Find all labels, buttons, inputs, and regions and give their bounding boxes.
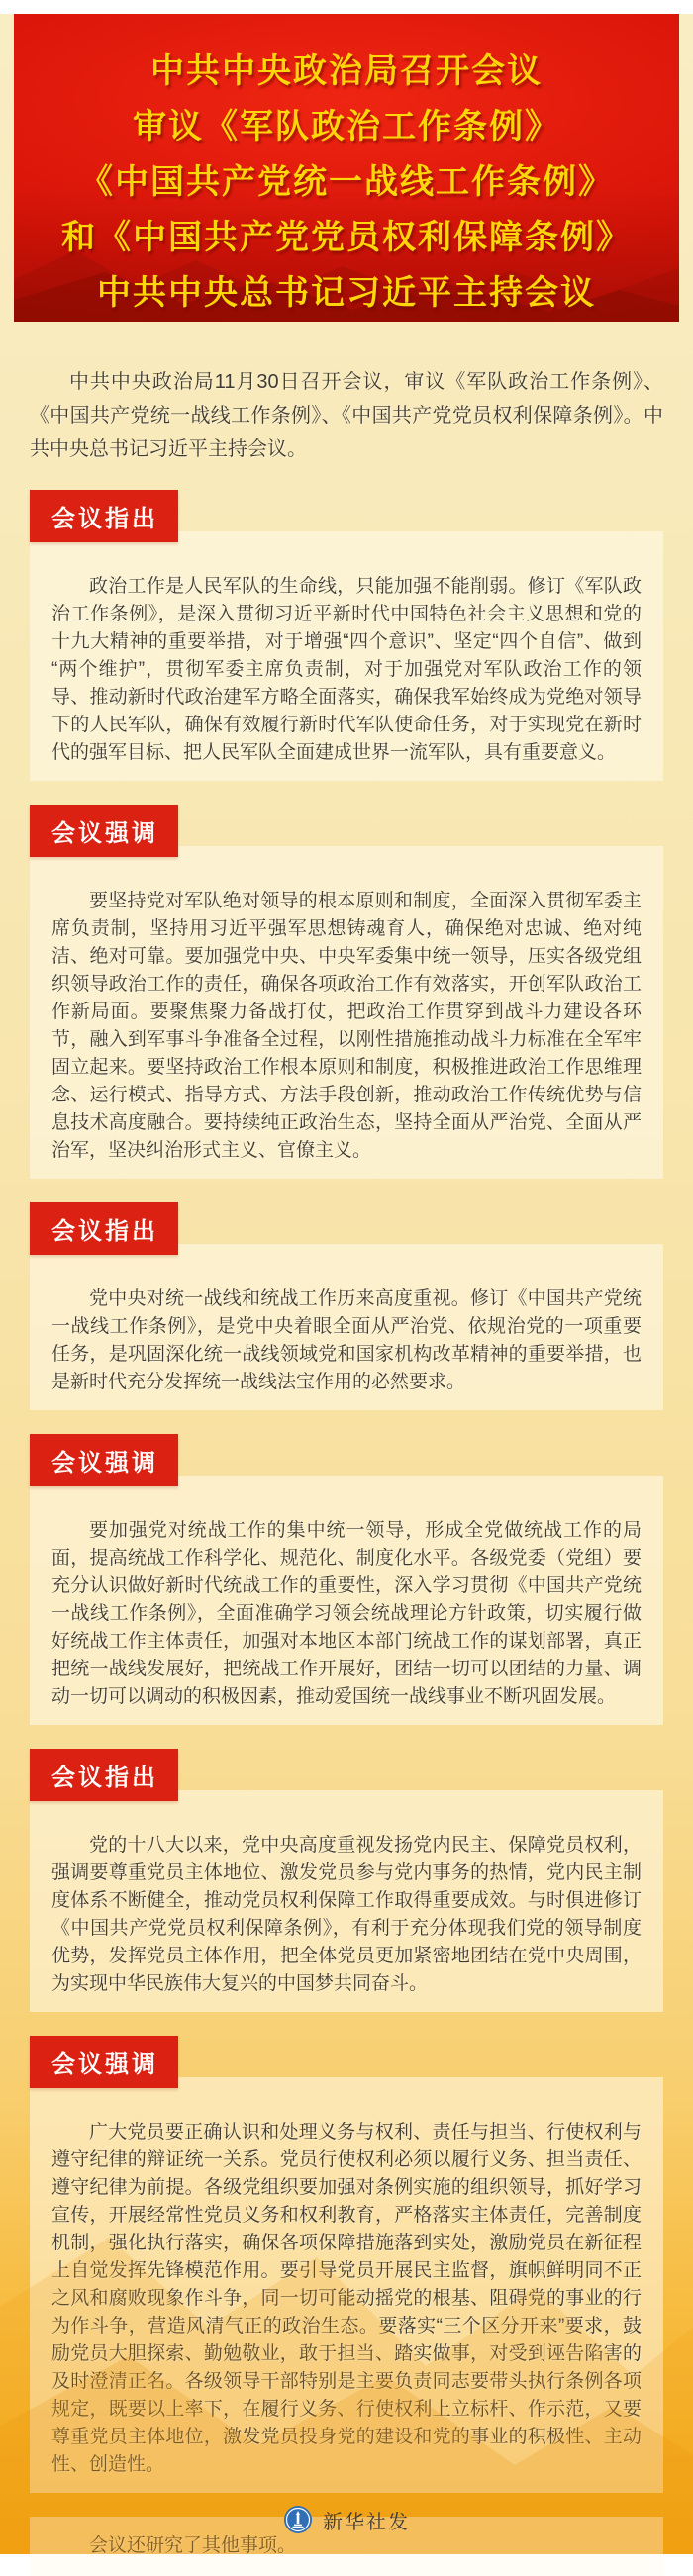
section-1-badge: 会议指出 <box>30 490 178 542</box>
section-2-panel <box>30 846 663 1179</box>
section-3-text: 党中央对统一战线和统战工作历来高度重视。修订《中国共产党统一战线工作条例》，是党中央着眼全面从严治党、依规治党的一项重要任务，是巩固深化统一战线领域党和国家机构改革精神的重要举措，也是新时代充分发挥统一战线法宝作用的必然要求。 <box>51 1288 642 1392</box>
section-5-panel <box>30 1790 663 2012</box>
section-4-text: 要加强党对统战工作的集中统一领导，形成全党做统战工作的局面，提高统战工作科学化、规范化、制度化水平。各级党委（党组）要充分认识做好新时代统战工作的重要性，深入学习贯彻《中国共产党统一战线工作条例》，全面准确学习领会统战理论方针政策，切实履行做好统战工作主体责任，加强对本地区本部门统战工作的谋划部署，真正把统一战线发展好，把统战工作开展好，团结一切可以团结的力量、调动一切可以调动的积极因素，推动爱国统一战线事业不断巩固发展。 <box>51 1520 642 1707</box>
intro-paragraph: 中共中央政治局11月30日召开会议，审议《军队政治工作条例》、《中国共产党统一战线工作条例》、《中国共产党党员权利保障条例》。中共中央总书记习近平主持会议。 <box>30 371 663 460</box>
section-5 <box>30 1749 663 2012</box>
section-1-panel <box>30 531 663 781</box>
section-4-badge: 会议强调 <box>30 1434 178 1486</box>
section-3 <box>30 1202 663 1410</box>
title-line-4: 和《中国共产党党员权利保障条例》 <box>61 219 632 256</box>
title-line-1: 中共中央政治局召开会议 <box>150 52 543 90</box>
section-6-panel <box>30 2077 663 2493</box>
section-2 <box>30 805 663 1179</box>
section-6-text: 广大党员要正确认识和处理义务与权利、责任与担当、行使权利与遵守纪律的辩证统一关系。党员行使权利必须以履行义务、担当责任、遵守纪律为前提。各级党组织要加强对条例实施的组织领导，抓好学习宣传，开展经常性党员义务和权利教育，严格落实主体责任，完善制度机制，强化执行落实，确保各项保障措施落到实处，激励党员在新征程上自觉发挥先锋模范作用。要引导党员开展民主监督，旗帜鲜明同不正之风和腐败现象作斗争，同一切可能动摇党的根基、阻碍党的事业的行为作斗争，营造风清气正的政治生态。要落实“三个区分开来”要求，鼓励党员大胆探索、勤勉敬业，敢于担当、踏实做事，对受到诬告陷害的及时澄清正名。各级领导干部特别是主要负责同志要带头执行条例各项规定，既要以上率下，在履行义务、行使权利上立标杆、作示范，又要尊重党员主体地位，激发党员投身党的建设和党的事业的积极性、主动性、创造性。 <box>51 2122 642 2475</box>
section-4 <box>30 1434 663 1725</box>
section-1 <box>30 490 663 781</box>
xinhua-logo-icon <box>283 2505 313 2534</box>
title-line-3: 《中国共产党统一战线工作条例》 <box>79 163 614 201</box>
section-3-badge: 会议指出 <box>30 1202 178 1255</box>
section-2-badge: 会议强调 <box>30 805 178 857</box>
closing-text: 会议还研究了其他事项。 <box>89 2535 297 2556</box>
header-banner <box>14 14 679 322</box>
section-3-panel <box>30 1244 663 1410</box>
page-title <box>14 14 679 321</box>
title-line-2: 审议《军队政治工作条例》 <box>133 108 560 145</box>
footer-credit <box>0 2505 693 2534</box>
section-4-panel <box>30 1476 663 1725</box>
section-6 <box>30 2036 663 2493</box>
title-line-5: 中共中央总书记习近平主持会议 <box>97 274 596 312</box>
section-6-badge: 会议强调 <box>30 2036 178 2088</box>
section-5-text: 党的十八大以来，党中央高度重视发扬党内民主、保障党员权利，强调要尊重党员主体地位、激发党员参与党内事务的热情，党内民主制度体系不断健全，推动党员权利保障工作取得重要成效。与时俱进修订《中国共产党党员权利保障条例》，有利于充分体现我们党的领导制度优势，发挥党员主体作用，把全体党员更加紧密地团结在党中央周围，为实现中华民族伟大复兴的中国梦共同奋斗。 <box>51 1835 642 1994</box>
credit-text: 新华社发 <box>323 2511 410 2533</box>
news-graphic-page <box>0 14 693 2554</box>
section-2-text: 要坚持党对军队绝对领导的根本原则和制度，全面深入贯彻军委主席负责制，坚持用习近平强军思想铸魂育人，确保绝对忠诚、绝对纯洁、绝对可靠。要加强党中央、中央军委集中统一领导，压实各级党组织领导政治工作的责任，确保各项政治工作有效落实，开创军队政治工作新局面。要聚焦聚力备战打仗，把政治工作贯穿到战斗力建设各环节，融入到军事斗争准备全过程，以刚性措施推动战斗力标准在全军牢固立起来。要坚持政治工作根本原则和制度，积极推进政治工作思维理念、运行模式、指导方式、方法手段创新，推动政治工作传统优势与信息技术高度融合。要持续纯正政治生态，坚持全面从严治党、全面从严治军，坚决纠治形式主义、官僚主义。 <box>51 891 642 1161</box>
section-5-badge: 会议指出 <box>30 1749 178 1801</box>
section-1-text: 政治工作是人民军队的生命线，只能加强不能削弱。修订《军队政治工作条例》，是深入贯彻习近平新时代中国特色社会主义思想和党的十九大精神的重要举措，对于增强“四个意识”、坚定“四个自信”、做到“两个维护”，贯彻军委主席负责制，对于加强党对军队政治工作的领导、推动新时代政治建军方略全面落实，确保我军始终成为党绝对领导下的人民军队，确保有效履行新时代军队使命任务，对于实现党在新时代的强军目标、把人民军队全面建成世界一流军队，具有重要意义。 <box>51 576 642 763</box>
